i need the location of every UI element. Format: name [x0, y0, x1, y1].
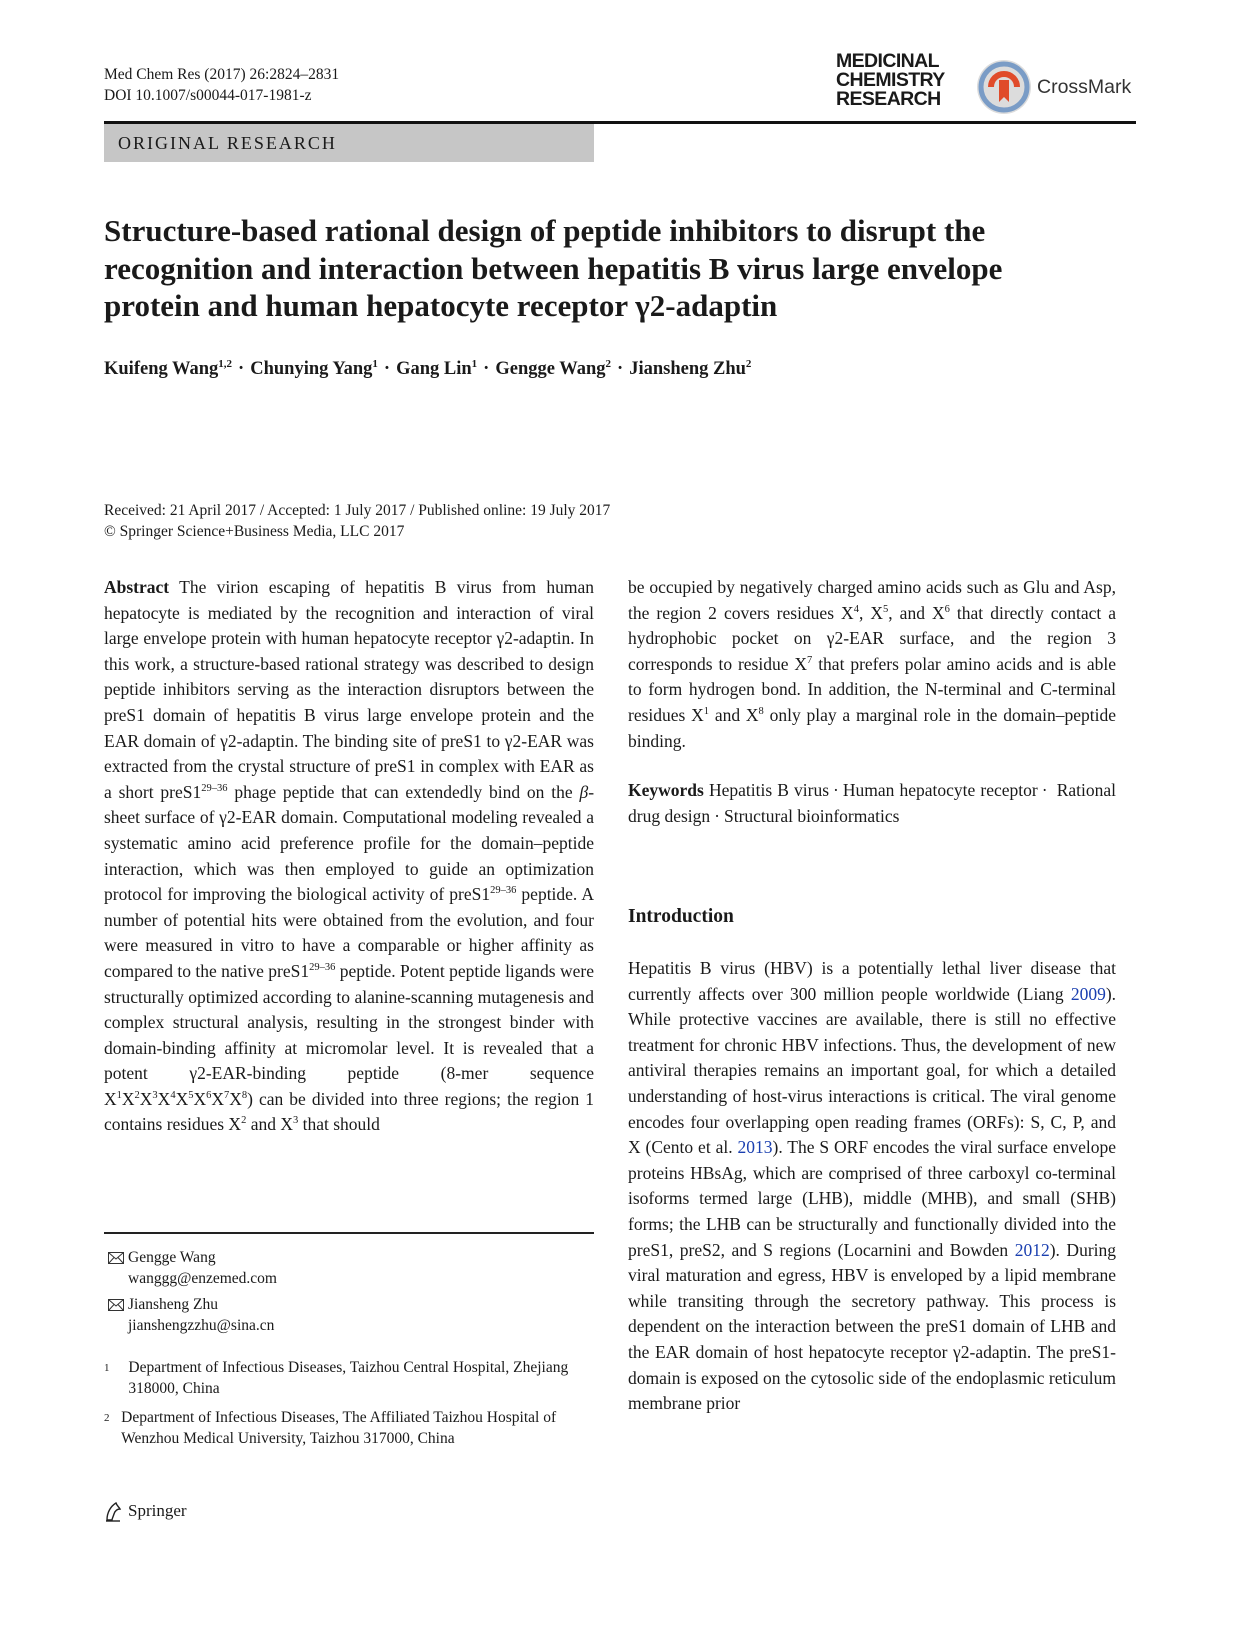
abstract-text: Abstract The virion escaping of hepatitis B virus from human hepatocyte is mediated by the recognition and interaction of viral large envelope protein with human hepatocyte receptor γ2-adaptin. In this work, a structure-based rational strategy was described to design peptide inhibitors serving as the interaction disruptors between the preS1 domain of hepatitis B virus large envelope protein and the EAR domain of γ2-adaptin. The binding site of preS1 to γ2-EAR was extracted from the crystal structure of preS1 in complex with EAR as a short preS1$^{29-36}$ phage peptide that can extendedly bind on the β-sheet surface of γ2-EAR domain. Computational modeling revealed a systematic amino acid preference profile for the domain–peptide interaction, which was then employed to guide an optimization protocol for improving the biological activity of preS1$^{29-36}$ peptide. A number of potential hits were obtained from the evolution, and four were measured in vitro to have a comparable or higher affinity as compared to the native preS1$^{29-36}$ peptide. Potent peptide ligands were structurally optimized according to alanine-scanning mutagenesis and complex structural analysis, resulting in the strongest binder with domain-binding affinity at micromolar level. It is revealed that a potent γ2-EAR-binding peptide (8-mer sequence $X^1X^2X^3X^4X^5X^6X^7X^8$) can be divided into three regions; the region 1 contains residues $X^2$ and $X^3$ that should — [104, 577, 595, 1135]
contact-email[interactable]: wanggg@enzemed.com — [128, 1269, 277, 1287]
contact-name: Jiansheng Zhu — [128, 1296, 218, 1313]
author-separator: · — [238, 359, 245, 379]
keywords: Keywords Hepatitis B virus · Human hepatocyte receptor · Rational drug design · Structural bioinformatics — [628, 780, 1116, 826]
affiliation-text: Department of Infectious Diseases, The Affiliated Taizhou Hospital of Wenzhou Medical University, Taizhou 317000, China — [121, 1409, 557, 1447]
copyright: © Springer Science+Business Media, LLC 2017 — [104, 523, 405, 540]
author-name[interactable]: Kuifeng Wang — [104, 359, 219, 379]
affiliation — [104, 1358, 594, 1399]
citation-link[interactable]: 2012 — [1014, 1239, 1050, 1260]
abstract-text: be occupied by negatively charged amino acids such as Glu and Asp, the region 2 covers residues $X^4$, $X^5$, and $X^6$ that directly contact a hydrophobic pocket on γ2-EAR surface, and the region 3 corresponds to residue $X^7$ that prefers polar amino acids and is able to form hydrogen bond. In addition, the N-terminal and C-terminal residues $X^1$ and $X^8$ only play a marginal role in the domain–peptide binding. — [628, 577, 1117, 751]
author-affiliation: 1,2 — [218, 358, 233, 370]
affiliation-number: 2 — [104, 1412, 110, 1424]
journal-citation — [104, 64, 339, 106]
author-affiliation: 2 — [605, 358, 612, 370]
author-affiliation: 1 — [471, 358, 478, 370]
section-heading-introduction: Introduction — [628, 906, 734, 927]
crossmark-icon[interactable] — [975, 58, 1033, 116]
keyword: Rational drug design — [628, 780, 1116, 826]
envelope-icon — [104, 1299, 128, 1311]
introduction-paragraph: Hepatitis B virus (HBV) is a potentially lethal liver disease that currently affects over 300 million people worldwide (Liang 2009). While protective vaccines are available, there is still no effective treatment for chronic HBV infections. Thus, the development of new antiviral therapies remains an important goal, for which a detailed understanding of host-virus interactions is critical. The viral genome encodes four overlapping open reading frames (ORFs): S, C, P, and X (Cento et al. 2013). The S ORF encodes the viral surface envelope proteins HBsAg, which are comprised of three carboxyl co-terminal isoforms termed large (LHB), middle (MHB), and small (SHB) forms; the LHB can be structurally and functionally divided into the preS1, preS2, and S regions (Locarnini and Bowden 2012). During viral maturation and egress, HBV is enveloped by a lipid membrane while transiting through the secretory pathway. This process is dependent on the interaction between the preS1 domain of LHB and the EAR domain of host hepatocyte receptor γ2-adaptin. The preS1-domain is exposed on the cytosolic side of the endoplasmic reticulum membrane prior — [628, 958, 1117, 1414]
author-name[interactable]: Gengge Wang — [495, 359, 606, 379]
citation-link[interactable]: 2013 — [737, 1137, 773, 1158]
publisher-name: Springer — [128, 1501, 187, 1520]
contact-email[interactable]: jianshengzzhu@sina.cn — [128, 1316, 275, 1334]
affiliation — [104, 1408, 594, 1449]
author-list — [104, 358, 751, 380]
journal-logo: MEDICINAL CHEMISTRY RESEARCH — [836, 50, 945, 110]
author-name[interactable]: Gang Lin — [396, 359, 472, 379]
journal-doi[interactable]: DOI 10.1007/s00044-017-1981-z — [104, 87, 312, 104]
author-separator: · — [483, 359, 490, 379]
author-name[interactable]: Jiansheng Zhu — [629, 359, 746, 379]
abstract — [104, 575, 594, 1138]
keyword: Human hepatocyte receptor — [842, 780, 1038, 801]
abstract-continued — [628, 575, 1116, 829]
author-name[interactable]: Chunying Yang — [250, 359, 373, 379]
author-separator: · — [617, 359, 624, 379]
affiliation-text: Department of Infectious Diseases, Taizhou Central Hospital, Zhejiang 318000, China — [128, 1359, 569, 1397]
section-badge: ORIGINAL RESEARCH — [104, 124, 594, 162]
author-separator: · — [383, 359, 391, 379]
keyword: Hepatitis B virus — [708, 780, 830, 801]
date-history: Received: 21 April 2017 / Accepted: 1 July 2017 / Published online: 19 July 2017 — [104, 502, 611, 519]
introduction-body — [628, 956, 1116, 1417]
author-affiliation: 2 — [745, 358, 752, 370]
affiliation-number: 1 — [104, 1362, 110, 1374]
contact-entry — [104, 1248, 594, 1289]
publisher-footer — [104, 1500, 187, 1522]
crossmark-label[interactable]: CrossMark — [1037, 76, 1132, 98]
journal-issue: Med Chem Res (2017) 26:2824–2831 — [104, 66, 340, 83]
abstract-label: Abstract — [104, 577, 170, 597]
contact-entry — [104, 1295, 594, 1336]
footnote-rule — [104, 1232, 594, 1234]
article-title: Structure-based rational design of peptide inhibitors to disrupt the recognition and interaction between hepatitis B virus large envelope protein and human hepatocyte receptor γ2-adaptin — [104, 213, 1003, 323]
corresponding-authors — [104, 1248, 594, 1342]
envelope-icon — [104, 1252, 128, 1264]
citation-link[interactable]: 2009 — [1070, 983, 1106, 1004]
keywords-label: Keywords — [628, 780, 704, 801]
springer-horse-icon — [104, 1500, 122, 1522]
publication-dates — [104, 500, 610, 542]
author-affiliation: 1 — [372, 358, 378, 370]
contact-name: Gengge Wang — [128, 1249, 216, 1266]
keyword: Structural bioinformatics — [723, 805, 900, 826]
